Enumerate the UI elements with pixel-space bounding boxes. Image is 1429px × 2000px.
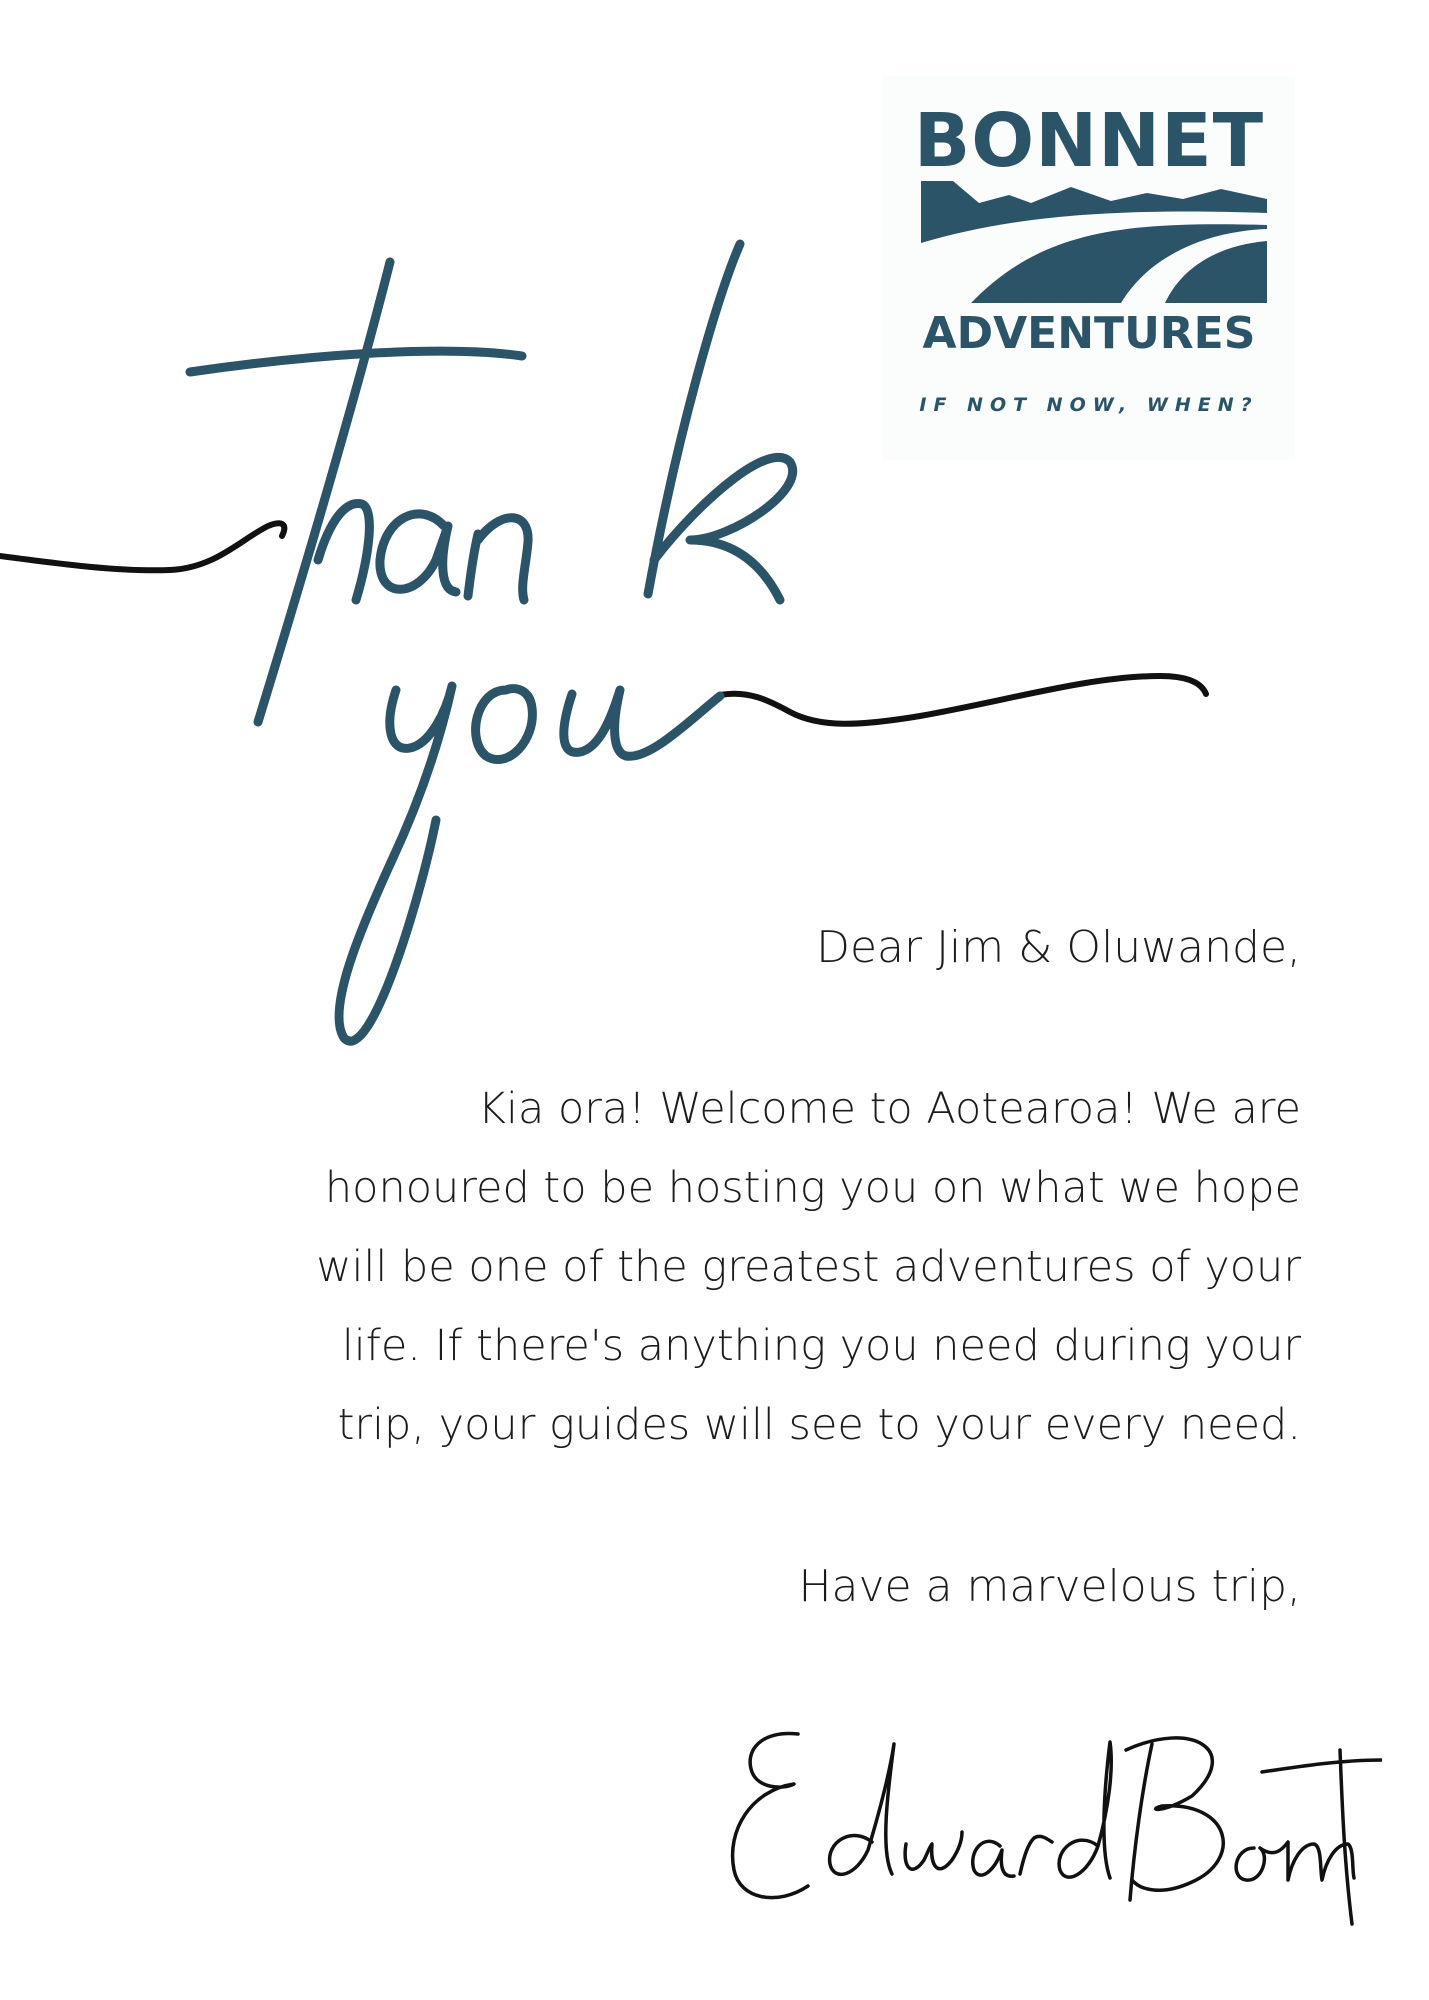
letter-paragraph-line: life. If there's anything you need during your bbox=[341, 1321, 1301, 1371]
handwritten-signature bbox=[722, 1710, 1382, 1930]
logo-name-top: BONNET bbox=[913, 98, 1265, 184]
logo-name-bottom: ADVENTURES bbox=[922, 308, 1256, 359]
swoosh-line bbox=[0, 523, 284, 570]
letter-paragraph-line: trip, your guides will see to your every need. bbox=[337, 1400, 1301, 1450]
letter-paragraph-line: honoured to be hosting you on what we hope bbox=[324, 1163, 1301, 1213]
swoosh-line-right bbox=[720, 676, 1206, 724]
logo-tagline: IF NOT NOW, WHEN? bbox=[919, 394, 1259, 416]
letter-paragraph-line: Kia ora! Welcome to Aotearoa! We are bbox=[477, 1084, 1301, 1134]
letter-greeting: Dear Jim & Oluwande, bbox=[816, 922, 1301, 973]
letter-body bbox=[201, 918, 1301, 1617]
letter-closing: Have a marvelous trip, bbox=[798, 1561, 1301, 1612]
letter-paragraph-line: will be one of the greatest adventures of your bbox=[316, 1242, 1301, 1292]
